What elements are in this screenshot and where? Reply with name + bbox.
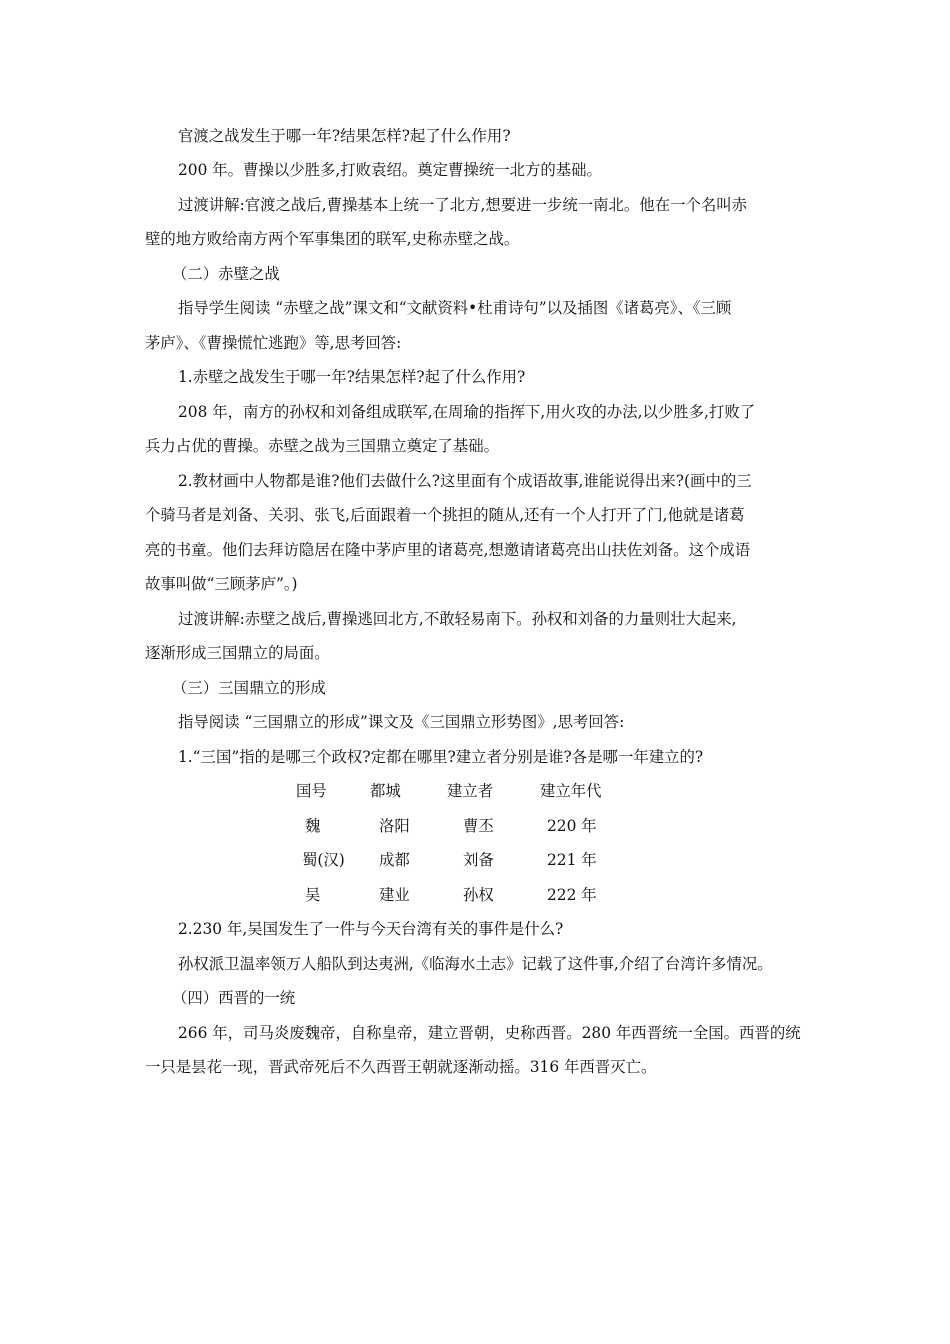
table-cell: 吴 bbox=[305, 886, 321, 904]
table-header-row bbox=[0, 781, 950, 805]
transition-text-1a: 过渡讲解:官渡之战后,曹操基本上统一了北方,想要进一步统一南北。他在一个名叫赤 bbox=[178, 196, 748, 214]
table-row bbox=[0, 850, 950, 874]
question-chibi-2c: 亮的书童。他们去拜访隐居在隆中茅庐里的诸葛亮,想邀请诸葛亮出山扶佐刘备。这个成语 bbox=[145, 541, 751, 559]
question-chibi-2a: 2.教材画中人物都是谁?他们去做什么?这里面有个成语故事,谁能说得出来?(画中的三 bbox=[178, 472, 752, 490]
table-cell: 221 年 bbox=[547, 851, 597, 869]
table-cell: 222 年 bbox=[547, 886, 597, 904]
guide-reading-chibi-b: 茅庐》、《曹操慌忙逃跑》等,思考回答: bbox=[145, 334, 402, 352]
answer-chibi-1a: 208 年，南方的孙权和刘备组成联军,在周瑜的指挥下,用火攻的办法,以少胜多,打败了 bbox=[178, 403, 756, 421]
table-cell: 洛阳 bbox=[379, 817, 410, 835]
question-three-kingdoms-1: 1.“三国”指的是哪三个政权?定都在哪里?建立者分别是谁?各是哪一年建立的? bbox=[178, 748, 704, 766]
question-guandu: 官渡之战发生于哪一年?结果怎样?起了什么作用? bbox=[178, 127, 511, 145]
table-header-cell: 建立者 bbox=[447, 782, 494, 800]
table-header-cell: 建立年代 bbox=[540, 782, 602, 800]
table-cell: 魏 bbox=[305, 817, 321, 835]
western-jin-text-a: 266 年，司马炎废魏帝，自称皇帝，建立晋朝，史称西晋。280 年西晋统一全国。西晋的统 bbox=[178, 1024, 801, 1042]
answer-chibi-1b: 兵力占优的曹操。赤壁之战为三国鼎立奠定了基础。 bbox=[145, 437, 499, 455]
guide-reading-chibi-a: 指导学生阅读 “赤壁之战”课文和“文献资料•杜甫诗句”以及插图《诸葛亮》、《三顾 bbox=[178, 299, 732, 317]
table-cell: 刘备 bbox=[463, 851, 494, 869]
answer-guandu: 200 年。曹操以少胜多,打败袁绍。奠定曹操统一北方的基础。 bbox=[178, 161, 602, 179]
transition-text-2a: 过渡讲解:赤壁之战后,曹操逃回北方,不敢轻易南下。孙权和刘备的力量则壮大起来, bbox=[178, 610, 737, 628]
answer-three-kingdoms-2: 孙权派卫温率领万人船队到达夷洲,《临海水土志》记载了这件事,介绍了台湾许多情况。 bbox=[178, 955, 773, 973]
transition-text-2b: 逐渐形成三国鼎立的局面。 bbox=[145, 644, 330, 662]
western-jin-text-b: 一只是昙花一现，晋武帝死后不久西晋王朝就逐渐动摇。316 年西晋灭亡。 bbox=[145, 1058, 657, 1076]
transition-text-1b: 壁的地方败给南方两个军事集团的联军,史称赤壁之战。 bbox=[145, 230, 520, 248]
section-heading-western-jin: （四）西晋的一统 bbox=[172, 989, 296, 1007]
question-chibi-2b: 个骑马者是刘备、关羽、张飞,后面跟着一个挑担的随从,还有一个人打开了门,他就是诸葛 bbox=[145, 506, 745, 524]
table-header-cell: 国号 bbox=[296, 782, 327, 800]
table-cell: 孙权 bbox=[463, 886, 494, 904]
table-header-cell: 都城 bbox=[370, 782, 401, 800]
question-chibi-2d: 故事叫做“三顾茅庐”。) bbox=[145, 575, 298, 593]
section-heading-three-kingdoms: （三）三国鼎立的形成 bbox=[172, 679, 326, 697]
table-cell: 建业 bbox=[379, 886, 410, 904]
table-cell: 220 年 bbox=[547, 817, 597, 835]
question-three-kingdoms-2: 2.230 年,吴国发生了一件与今天台湾有关的事件是什么? bbox=[178, 920, 564, 938]
table-row bbox=[0, 885, 950, 909]
table-row bbox=[0, 816, 950, 840]
section-heading-chibi: （二）赤壁之战 bbox=[172, 265, 280, 283]
question-chibi-1: 1.赤壁之战发生于哪一年?结果怎样?起了什么作用? bbox=[178, 368, 526, 386]
table-cell: 蜀(汉) bbox=[302, 851, 345, 869]
table-cell: 曹丕 bbox=[463, 817, 494, 835]
guide-reading-three-kingdoms: 指导阅读 “三国鼎立的形成”课文及《三国鼎立形势图》,思考回答: bbox=[178, 713, 625, 731]
table-cell: 成都 bbox=[379, 851, 410, 869]
